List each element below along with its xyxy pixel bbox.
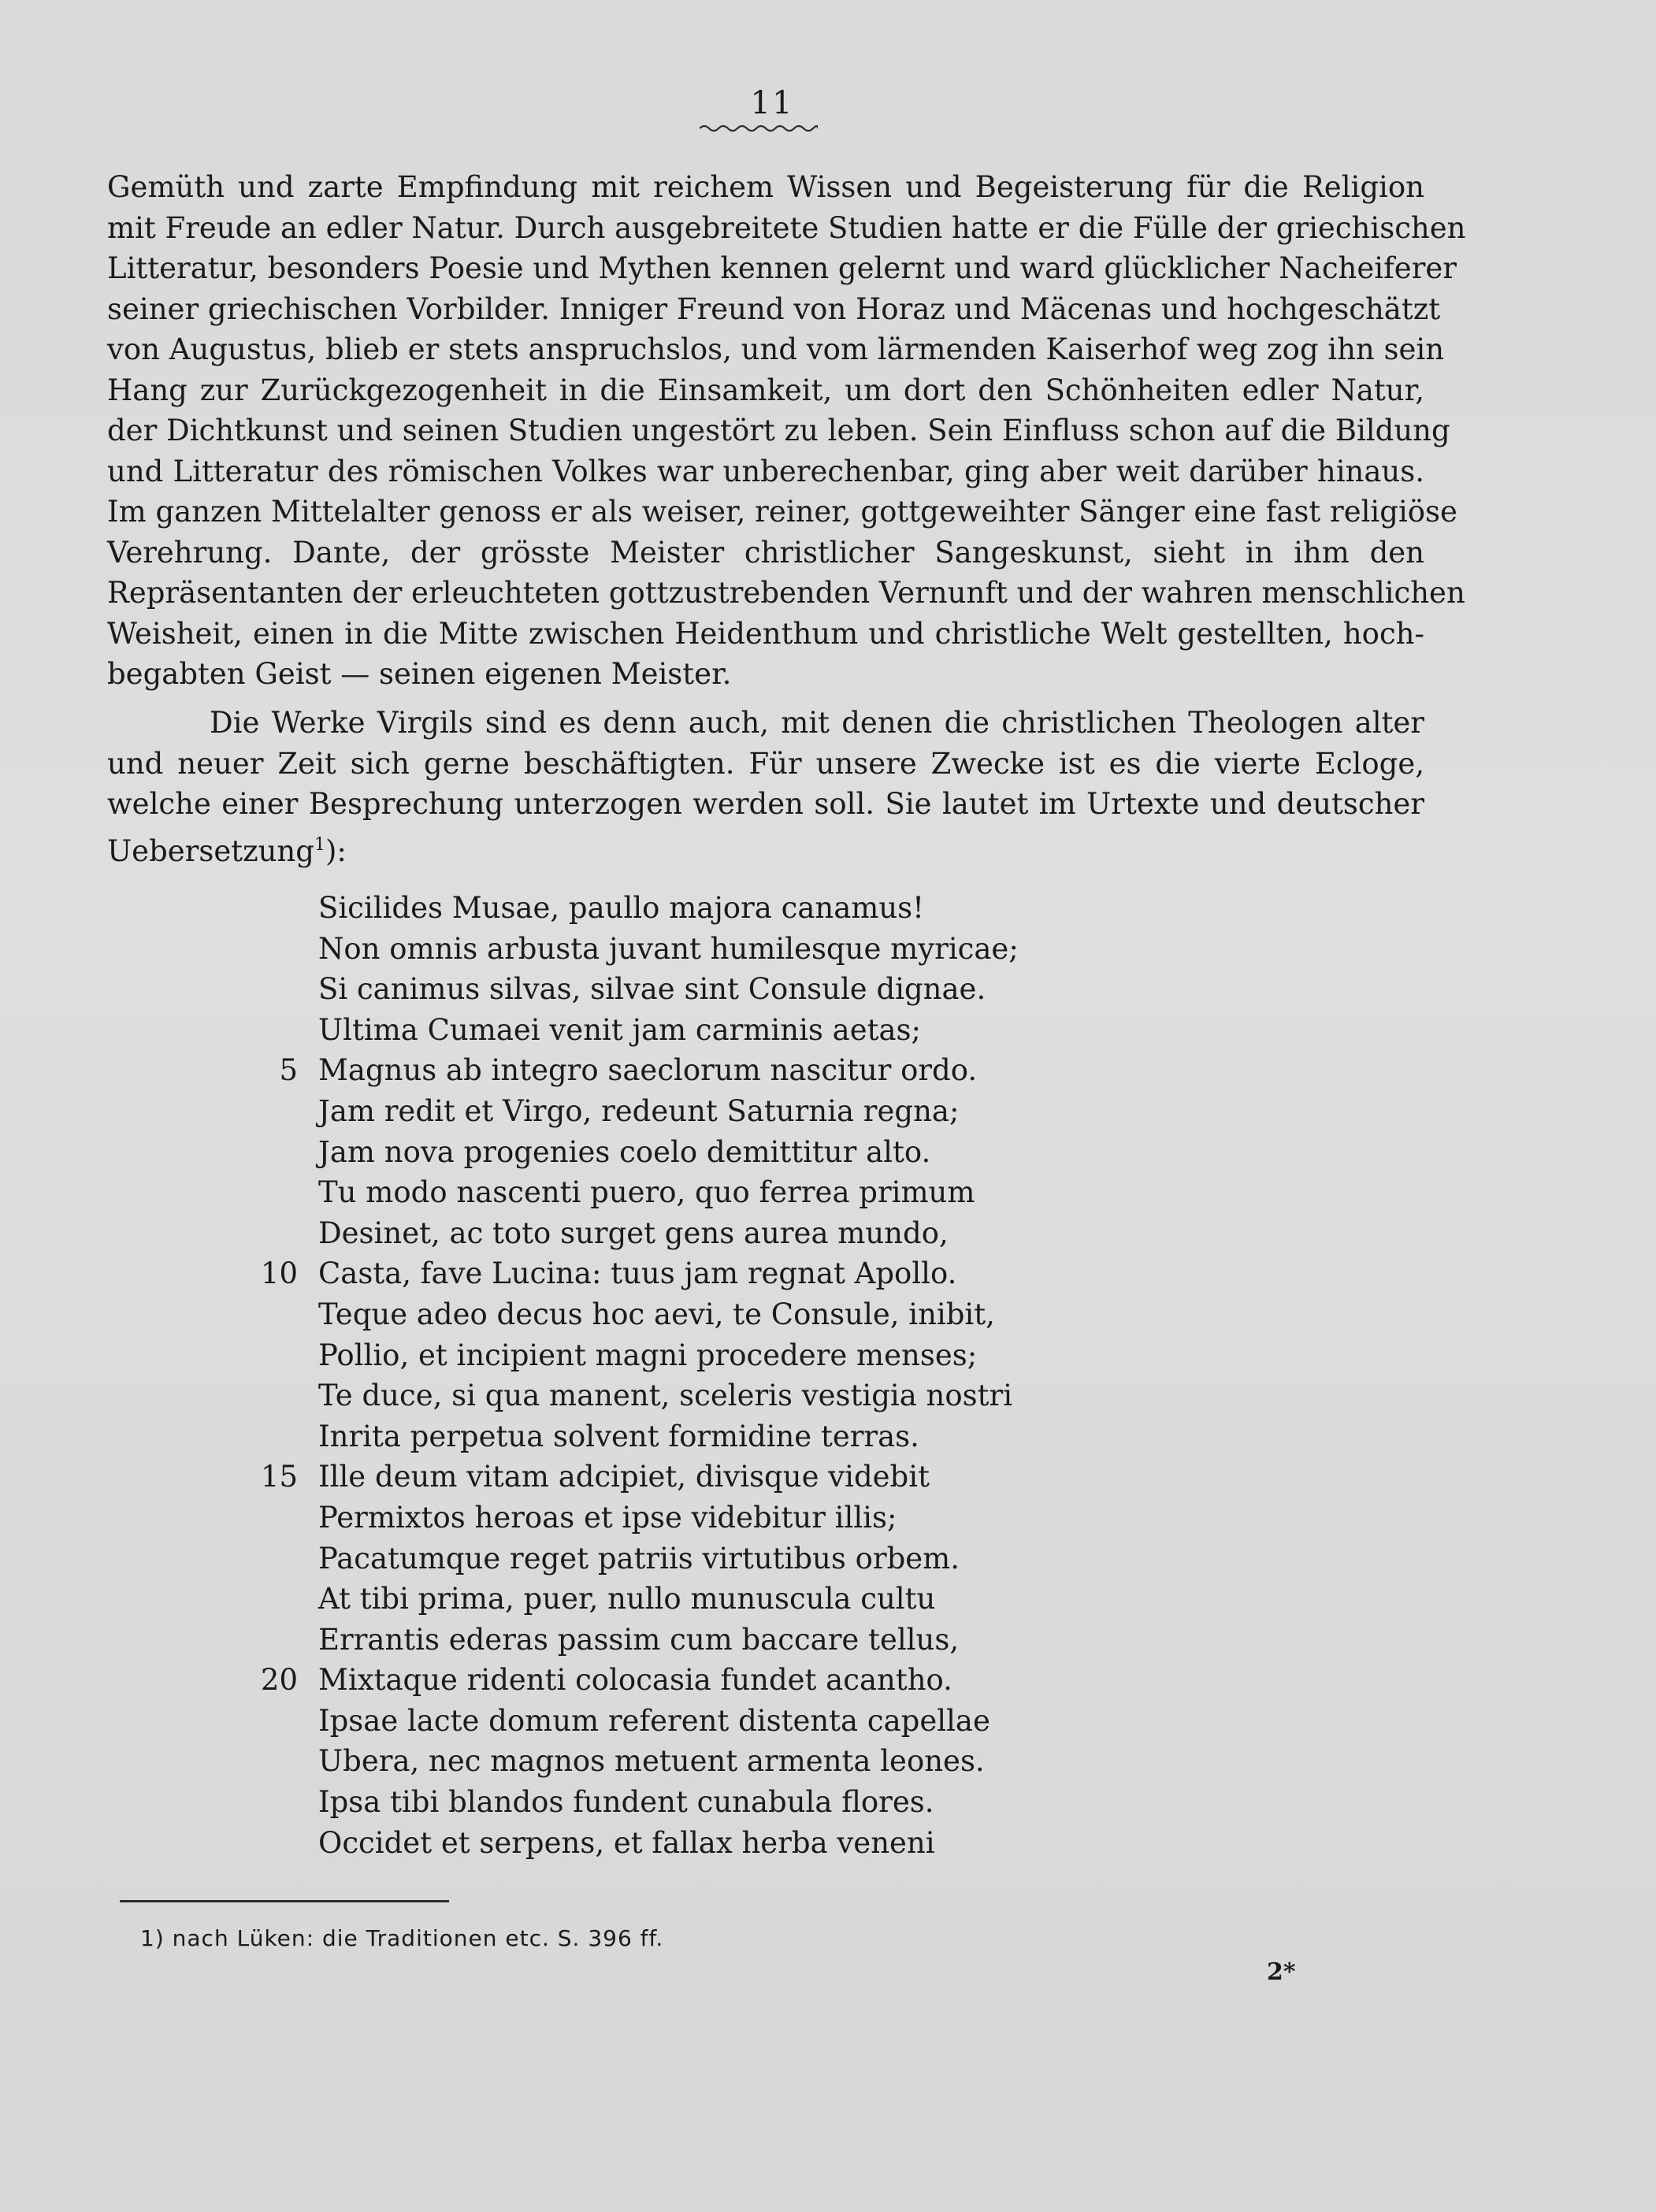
text-line (107, 825, 1424, 872)
poem-line (236, 1660, 1103, 1701)
poem-line-text: Ipsa tibi blandos fundent cunabula flores. (318, 1785, 934, 1820)
poem-line-text: Ille deum vitam adcipiet, divisque videbit (318, 1460, 930, 1494)
poem-line-text: Magnus ab integro saeclorum nascitur ordo. (318, 1053, 978, 1088)
poem-line-text: Ultima Cumaei venit jam carminis aetas; (318, 1012, 922, 1047)
poem-line (236, 1253, 1103, 1294)
paragraph-fourth-eclogue-intro (107, 703, 1424, 871)
footnote-divider (120, 1900, 449, 1902)
poem-line-text: At tibi prima, puer, nullo munuscula cultu (318, 1582, 936, 1616)
poem-line-text: Mixtaque ridenti colocasia fundet acantho. (318, 1663, 952, 1698)
text-line: der Dichtkunst und seinen Studien ungestört zu leben. Sein Einfluss schon auf die Bildung (107, 414, 1450, 447)
poem-line-text: Non omnis arbusta juvant humilesque myricae; (318, 931, 1019, 966)
poem-line-text: Pacatumque reget patriis virtutibus orbem. (318, 1541, 960, 1575)
printer-signature-mark: 2* (1267, 1958, 1296, 1986)
poem-line (236, 929, 1103, 970)
poem-line (236, 1294, 1103, 1335)
poem-line-text: Casta, fave Lucina: tuus jam regnat Apollo. (318, 1256, 957, 1291)
poem-line-text: Teque adeo decus hoc aevi, te Consule, inibit, (318, 1297, 995, 1331)
footnote: 1) nach Lüken: die Traditionen etc. S. 396 ff. (140, 1925, 664, 1951)
poem-line (236, 1782, 1103, 1823)
poem-line-text: Te duce, si qua manent, sceleris vestigia nostri (318, 1379, 1013, 1413)
poem-line (236, 1701, 1103, 1742)
eclogue-poem (236, 888, 1103, 1863)
line-number: 10 (260, 1256, 298, 1291)
paragraph-virgil-biography (107, 167, 1466, 695)
poem-line (236, 1213, 1103, 1254)
poem-line-text: Ubera, nec magnos metuent armenta leones. (318, 1744, 985, 1779)
poem-line-text: Pollio, et incipient magni procedere menses; (318, 1338, 978, 1372)
text-line: Im ganzen Mittelalter genoss er als weiser, reiner, gottgeweihter Sänger eine fast religiöse (107, 495, 1457, 529)
poem-line-text: Ipsae lacte domum referent distenta capellae (318, 1703, 990, 1738)
poem-line (236, 1091, 1103, 1132)
poem-line (236, 1457, 1103, 1498)
footnote-reference: 1 (314, 834, 325, 855)
text-line: Hang zur Zurückgezogenheit in die Einsamkeit, um dort den Schönheiten edler Natur, (107, 373, 1424, 407)
text-fragment: ): (325, 833, 347, 868)
text-line: Repräsentanten der erleuchteten gottzustrebenden Vernunft und der wahren menschlichen (107, 576, 1465, 610)
text-fragment: Uebersetzung (107, 833, 314, 868)
poem-line (236, 1498, 1103, 1538)
poem-line-text: Occidet et serpens, et fallax herba veneni (318, 1825, 935, 1860)
text-line: und Litteratur des römischen Volkes war unberechenbar, ging aber weit darüber hinaus. (107, 454, 1424, 488)
poem-line-text: Jam redit et Virgo, redeunt Saturnia regna; (318, 1093, 960, 1128)
poem-line-text: Permixtos heroas et ipse videbitur illis; (318, 1500, 897, 1535)
text-line: Weisheit, einen in die Mitte zwischen Heidenthum und christliche Welt gestellten, hoch- (107, 616, 1424, 651)
text-line: und neuer Zeit sich gerne beschäftigten. Für unsere Zwecke ist es die vierte Ecloge, (107, 746, 1424, 781)
text-line: von Augustus, blieb er stets anspruchslos, und vom lärmenden Kaiserhof weg zog ihn sein (107, 332, 1445, 366)
poem-line (236, 888, 1103, 929)
poem-line-text: Tu modo nascenti puero, quo ferrea primum (318, 1175, 975, 1210)
poem-line-text: Jam nova progenies coelo demittitur alto. (318, 1134, 931, 1169)
text-line: Verehrung. Dante, der grösste Meister christlicher Sangeskunst, sieht in ihm den (107, 535, 1424, 570)
text-line: Die Werke Virgils sind es denn auch, mit denen die christlichen Theologen alter (210, 706, 1424, 740)
text-line: seiner griechischen Vorbilder. Inniger Freund von Horaz und Mäcenas und hochgeschätzt (107, 291, 1441, 326)
poem-line-text: Sicilides Musae, paullo majora canamus! (318, 891, 925, 925)
poem-line (236, 1375, 1103, 1416)
poem-line-text: Si canimus silvas, silvae sint Consule dignae. (318, 972, 986, 1007)
poem-line-text: Inrita perpetua solvent formidine terras. (318, 1419, 919, 1453)
poem-line (236, 1050, 1103, 1091)
poem-line (236, 1538, 1103, 1579)
poem-line (236, 1172, 1103, 1213)
wavy-ornament-icon (700, 122, 818, 135)
text-line: Gemüth und zarte Empfindung mit reichem Wissen und Begeisterung für die Religion (107, 170, 1424, 204)
line-number: 20 (260, 1663, 298, 1698)
poem-line (236, 1335, 1103, 1376)
text-line: welche einer Besprechung unterzogen werden soll. Sie lautet im Urtexte und deutscher (107, 787, 1424, 821)
text-line: begabten Geist — seinen eigenen Meister. (107, 657, 732, 691)
poem-line (236, 1823, 1103, 1864)
text-line: mit Freude an edler Natur. Durch ausgebreitete Studien hatte er die Fülle der griechischen (107, 210, 1466, 245)
page-number: 11 (750, 85, 794, 121)
line-number: 5 (279, 1053, 298, 1088)
poem-line (236, 1620, 1103, 1661)
poem-line (236, 1416, 1103, 1457)
text-line: Litteratur, besonders Poesie und Mythen kennen gelernt und ward glücklicher Nacheiferer (107, 251, 1457, 285)
line-number: 15 (260, 1460, 298, 1494)
poem-line (236, 969, 1103, 1010)
poem-line (236, 1741, 1103, 1782)
poem-line-text: Desinet, ac toto surget gens aurea mundo, (318, 1215, 949, 1250)
poem-line (236, 1010, 1103, 1051)
poem-line (236, 1132, 1103, 1173)
poem-line (236, 1579, 1103, 1620)
poem-line-text: Errantis ederas passim cum baccare tellus, (318, 1622, 960, 1657)
